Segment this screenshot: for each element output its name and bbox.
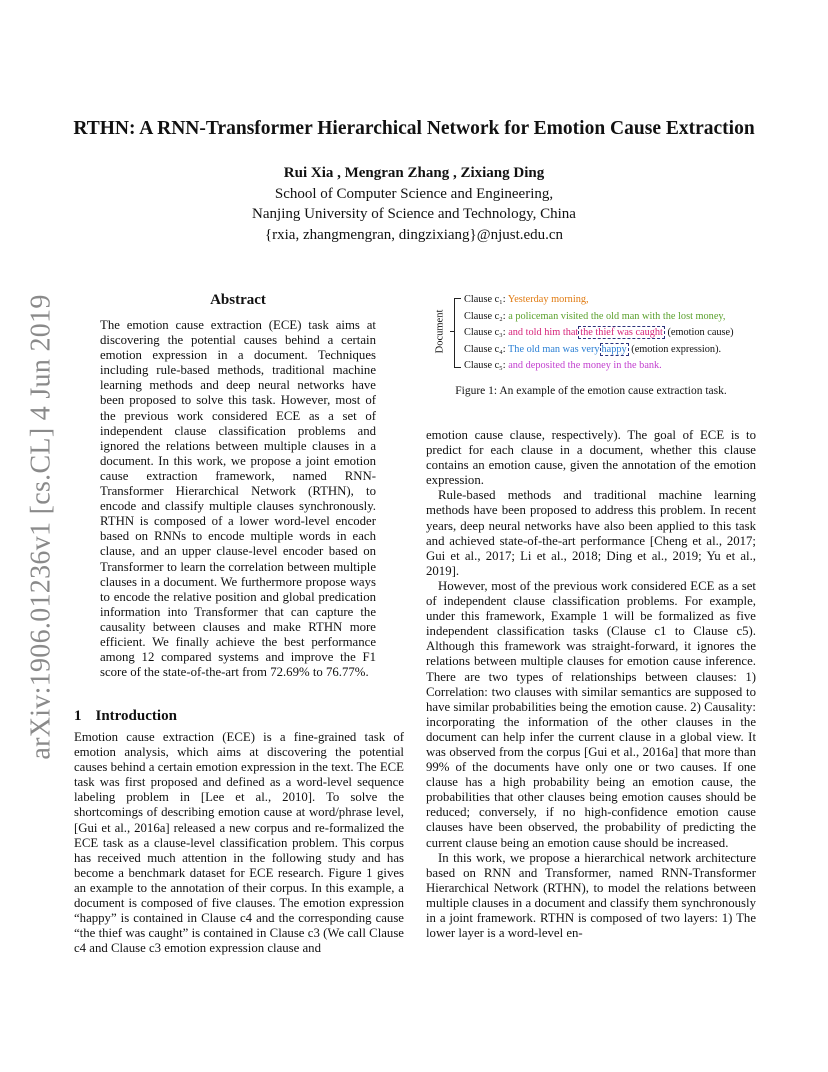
abstract-body	[100, 318, 376, 680]
clause-text: The old man was very	[508, 343, 600, 355]
right-paragraph-2: Rule-based methods and traditional machine learning methods have been proposed to address this problem. In recent years, deep neural networks have also been applied to this task and achieved state-of-the-art performance [Cheng et al., 2017; Gui et al., 2017; Li et al., 2018; Ding et al., 2019; Yu et al., 2019].	[426, 488, 756, 578]
clause-text: a policeman visited the old man with the lost money,	[508, 310, 726, 322]
intro-body	[74, 730, 404, 956]
arxiv-stamp: arXiv:1906.01236v1 [cs.CL] 4 Jun 2019	[26, 294, 57, 760]
clause-row	[464, 344, 721, 356]
right-paragraph-4: In this work, we propose a hierarchical network architecture based on RNN and Transformer, named RNN-Transformer Hierarchical Network (RTHN), to model the relations between multiple clauses in a document and classify them synchronously in a joint framework. RTHN is composed of two layers: 1) The lower layer is a word-level en-	[426, 850, 756, 941]
clause-row	[464, 327, 734, 339]
figure-1	[430, 290, 760, 374]
abstract-heading: Abstract	[210, 292, 266, 308]
paper-title: RTHN: A RNN-Transformer Hierarchical Network for Emotion Cause Extraction	[73, 118, 755, 139]
section-heading-introduction	[74, 708, 177, 725]
document-label: Document	[434, 309, 446, 353]
author-block	[60, 163, 768, 245]
clause-highlight: the thief was caught	[580, 327, 663, 338]
section-number: 1	[74, 708, 82, 724]
clause-highlight: happy	[601, 343, 627, 355]
clause-text: and deposited the money in the bank.	[508, 360, 662, 371]
clause-annotation: (emotion cause)	[664, 327, 734, 338]
abstract-text: The emotion cause extraction (ECE) task aims at discovering the potential causes behind a certain emotion expression in a document. Techniques including rule-based methods, traditional machine learning methods and deep neural networks have been proposed to solve this task. However, most of the previous work considered ECE as a set of independent clause classification problems and ignored the relations between multiple clauses in a document. In this work, we propose a joint emotion cause extraction framework, named RNN-Transformer Hierarchical Network (RTHN), to encode and classify multiple clauses synchronously. RTHN is composed of a lower word-level encoder based on RNNs to encode multiple words in each clause, and an upper clause-level encoder based on Transformer to learn the correlation between multiple clauses in a document. We furthermore propose ways to encode the relative position and global predication information into Transformer that can capture the causality between clauses and make RTHN more efficient. We finally achieve the best performance among 12 compared systems and improve the F1 score of the state-of-the-art from 72.69% to 76.77%.	[100, 318, 376, 680]
right-paragraph-3: However, most of the previous work considered ECE as a set of independent clause classification problems. For example, under this framework, Example 1 will be formalized as five independent classification tasks (Clause c1 to Clause c5). Although this framework was straight-forward, it ignores the relations between multiple clauses for emotion cause inference. There are two types of relationships between clauses: 1) Correlation: two clauses with similar semantics are supposed to have similar probabilities being the emotion cause. 2) Causality: incorporating the information of the other clauses in the document can help infer the current clause in a global view. It was observed from the corpus [Gui et al., 2016a] that more than 99% of the documents have only one or two causes. If one clause has a high probability being an emotion cause, the probabilities that other clauses being emotion causes should be reduced; conversely, if no high-confidence emotion cause clauses have been observed, the probability of predicting the current clause being an emotion cause should be increased.	[426, 578, 756, 850]
right-column	[426, 428, 756, 941]
author-emails: {rxia, zhangmengran, dingzixiang}@njust.edu.cn	[264, 226, 564, 243]
clause-label: Clause c₁:	[464, 294, 508, 305]
clause-label: Clause c₃:	[464, 327, 509, 338]
clause-label: Clause c₂:	[464, 310, 509, 322]
figure-caption: Figure 1: An example of the emotion cause extraction task.	[455, 385, 727, 397]
intro-paragraph-1: Emotion cause extraction (ECE) is a fine-grained task of emotion analysis, which aims at discovering the potential causes behind a certain emotion expression in the text. The ECE task was first proposed and defined as a word-level sequence labeling problem in [Lee et al., 2010]. To solve the shortcomings of describing emotion cause at word/phrase level, [Gui et al., 2016a] released a new corpus and re-formalized the ECE task as a clause-level classification problem. This corpus has received much attention in the following study and has become a benchmark dataset for ECE research. Figure 1 gives an example to the annotation of their corpus. In this example, a document is composed of five clauses. The emotion expression “happy” is contained in Clause c4 and the corresponding cause “the thief was caught” is contained in Clause c3 (We call Clause c4 and Clause c3 emotion expression clause and	[74, 730, 404, 956]
clause-text: Yesterday morning,	[507, 294, 589, 305]
section-title: Introduction	[95, 708, 177, 724]
document-bracket	[454, 298, 461, 368]
clause-row	[464, 360, 662, 372]
clause-row	[464, 294, 589, 306]
affiliation-line-1: School of Computer Science and Engineering,	[274, 185, 554, 202]
clause-text: and told him that	[508, 327, 579, 338]
clause-row	[464, 311, 725, 323]
clause-label: Clause c₄:	[464, 343, 509, 355]
right-paragraph-1: emotion cause clause, respectively). The goal of ECE is to predict for each clause in a document, whether this clause contains an emotion cause, given the annotation of the emotion expression.	[426, 428, 756, 488]
author-names: Rui Xia , Mengran Zhang , Zixiang Ding	[283, 165, 545, 181]
clause-label: Clause c₅:	[464, 360, 509, 371]
affiliation-line-2: Nanjing University of Science and Technology, China	[252, 206, 576, 222]
clause-annotation: (emotion expression).	[628, 343, 722, 355]
